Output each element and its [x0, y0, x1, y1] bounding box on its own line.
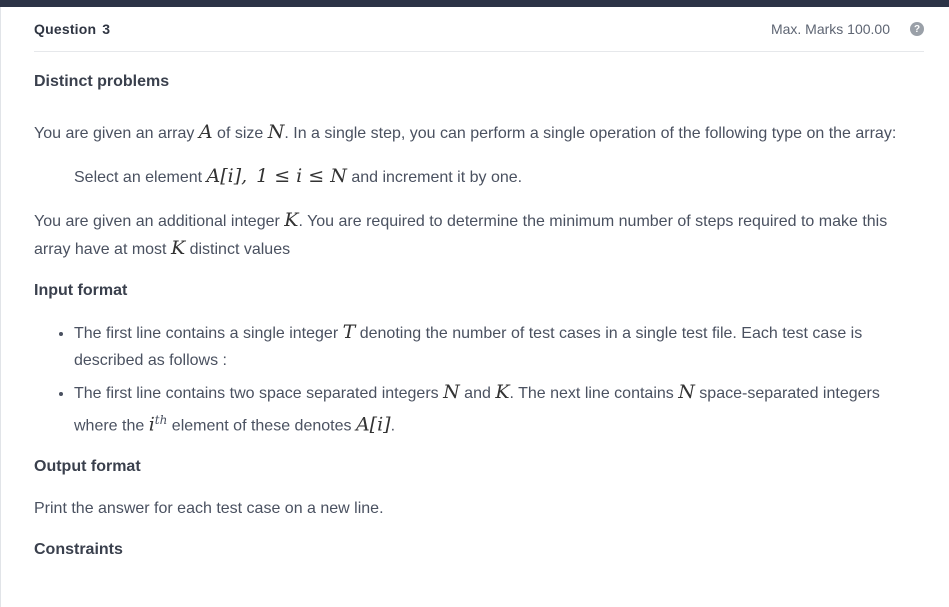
input-format-list: [34, 319, 924, 439]
math-N: N: [678, 381, 695, 403]
math-range: 1 ≤ i ≤ N: [256, 165, 347, 187]
list-item-text: . The next line contains: [509, 385, 679, 402]
list-item-text: The first line contains a single integer: [74, 325, 343, 342]
statement-text: You are given an array: [34, 125, 199, 142]
math-K: K: [284, 209, 299, 231]
statement-text: of size: [212, 125, 268, 142]
left-divider: [0, 7, 1, 607]
help-icon[interactable]: ?: [910, 22, 924, 36]
list-item-text: space-separated integers where the: [74, 385, 880, 435]
constraints-heading: Constraints: [34, 541, 123, 559]
max-marks: Max. Marks 100.00: [770, 21, 890, 37]
marks-area: [771, 21, 924, 37]
list-item-text: denoting the number of test cases in a single test file. Each test case is described as follows :: [74, 325, 863, 369]
math-th-superscript: th: [154, 413, 168, 427]
list-item: [74, 379, 924, 439]
math-K: K: [170, 237, 186, 259]
operation-line: [34, 163, 924, 191]
question-header: [34, 7, 924, 52]
operation-text: and increment it by one.: [346, 169, 523, 186]
list-item-text: element of these denotes: [167, 417, 356, 435]
question-number: 3: [102, 21, 111, 37]
list-item-text: .: [390, 417, 396, 435]
question-title: [34, 21, 110, 37]
statement-text: You are given an additional integer: [34, 213, 285, 230]
statement-text: . You are required to determine the minimum number of steps required to make this array have at most: [34, 213, 888, 258]
math-T: T: [342, 321, 356, 343]
problem-content: [34, 70, 924, 562]
math-Ai: A[i]: [355, 413, 391, 436]
math-Ai: A[i],: [206, 165, 248, 187]
statement-text: . In a single step, you can perform a single operation of the following type on the array:: [284, 125, 897, 142]
output-format-heading: Output format: [34, 458, 141, 476]
math-i: i: [148, 413, 155, 436]
problem-title: Distinct problems: [34, 73, 170, 90]
math-N: N: [267, 121, 285, 143]
question-label: Question: [34, 21, 97, 37]
list-item-text: The first line contains two space separated integers: [74, 385, 444, 402]
list-item: [74, 319, 924, 374]
top-bar: [0, 0, 949, 7]
statement-paragraph-1: [34, 119, 924, 147]
input-format-heading: Input format: [34, 282, 128, 299]
list-item-text: and: [459, 385, 496, 402]
operation-text: Select an element: [74, 169, 207, 186]
statement-text: distinct values: [185, 241, 291, 258]
statement-paragraph-2: [34, 207, 924, 263]
output-format-text: Print the answer for each test case on a new line.: [34, 500, 384, 518]
math-K: K: [495, 381, 510, 403]
math-N: N: [443, 381, 460, 403]
math-A: A: [198, 121, 213, 143]
